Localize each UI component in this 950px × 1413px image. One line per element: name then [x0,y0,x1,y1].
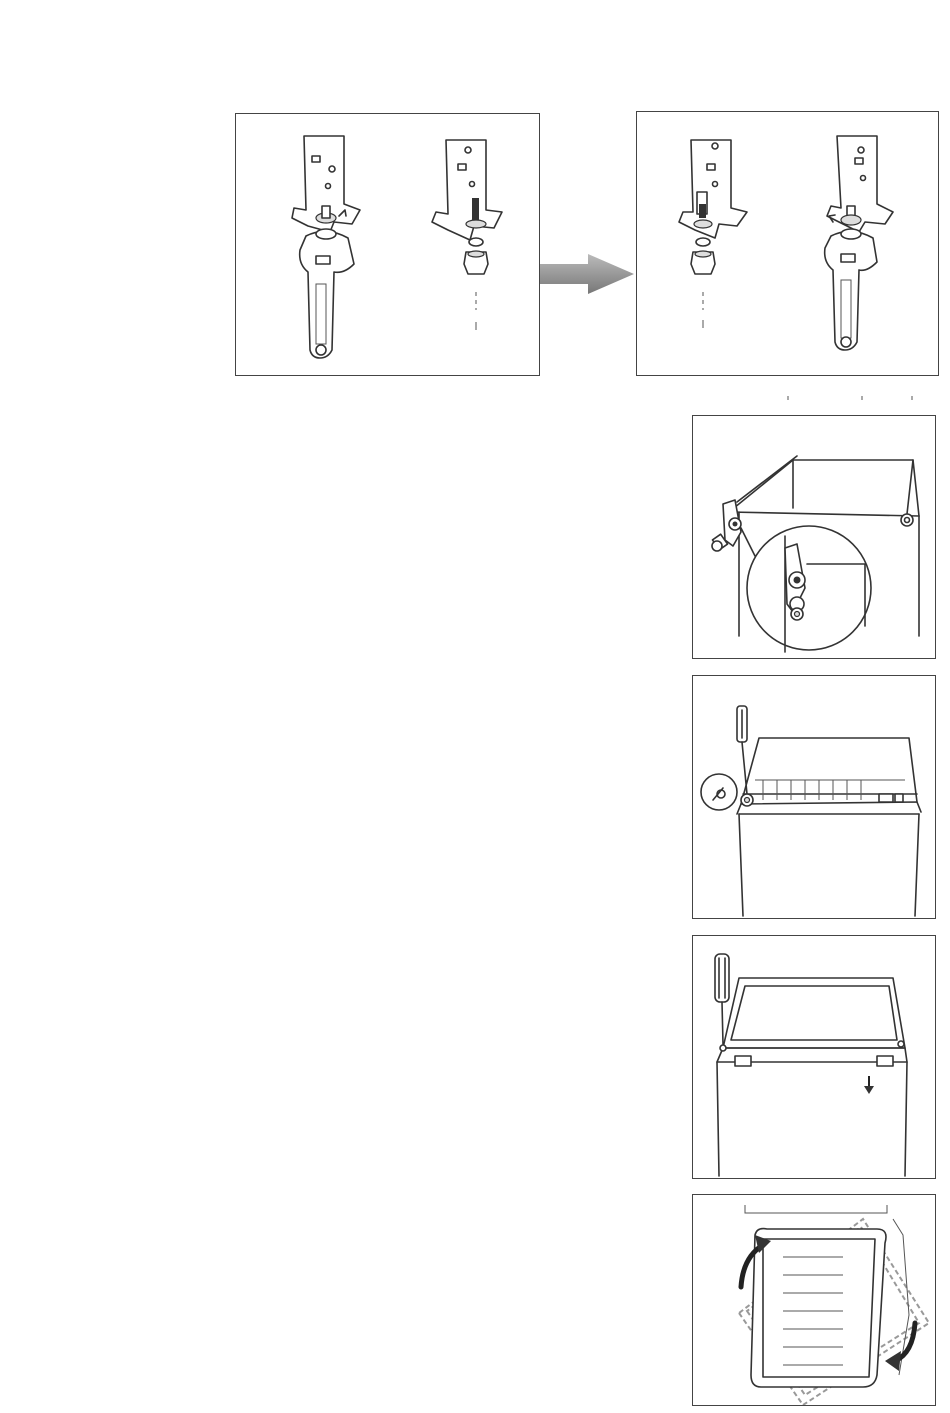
step-remove-door-figure [692,935,936,1179]
hinge-bracket-exploded-icon [679,140,747,328]
door-panel-icon [693,936,935,1178]
hinge-bracket-exploded-icon [432,140,502,330]
step-hinge-bolt-figure [692,415,936,659]
wrench-on-hinge-pin-icon [825,136,893,350]
tick-marks [780,396,930,402]
down-arrow-icon [864,1076,874,1094]
wrench-on-hinge-pin-icon [292,136,360,358]
screwdriver-icon [737,706,747,794]
hinge-before-figure [235,113,540,376]
right-arrow-icon [540,250,636,298]
step-rotate-door-figure [692,1194,936,1406]
rotate-arrows-icon [693,1195,935,1405]
transfer-arrow [540,250,636,298]
cabinet-hinge-detail-icon [693,416,935,658]
step-screwdriver-top-figure [692,675,936,919]
hinge-after-figure [636,111,939,376]
